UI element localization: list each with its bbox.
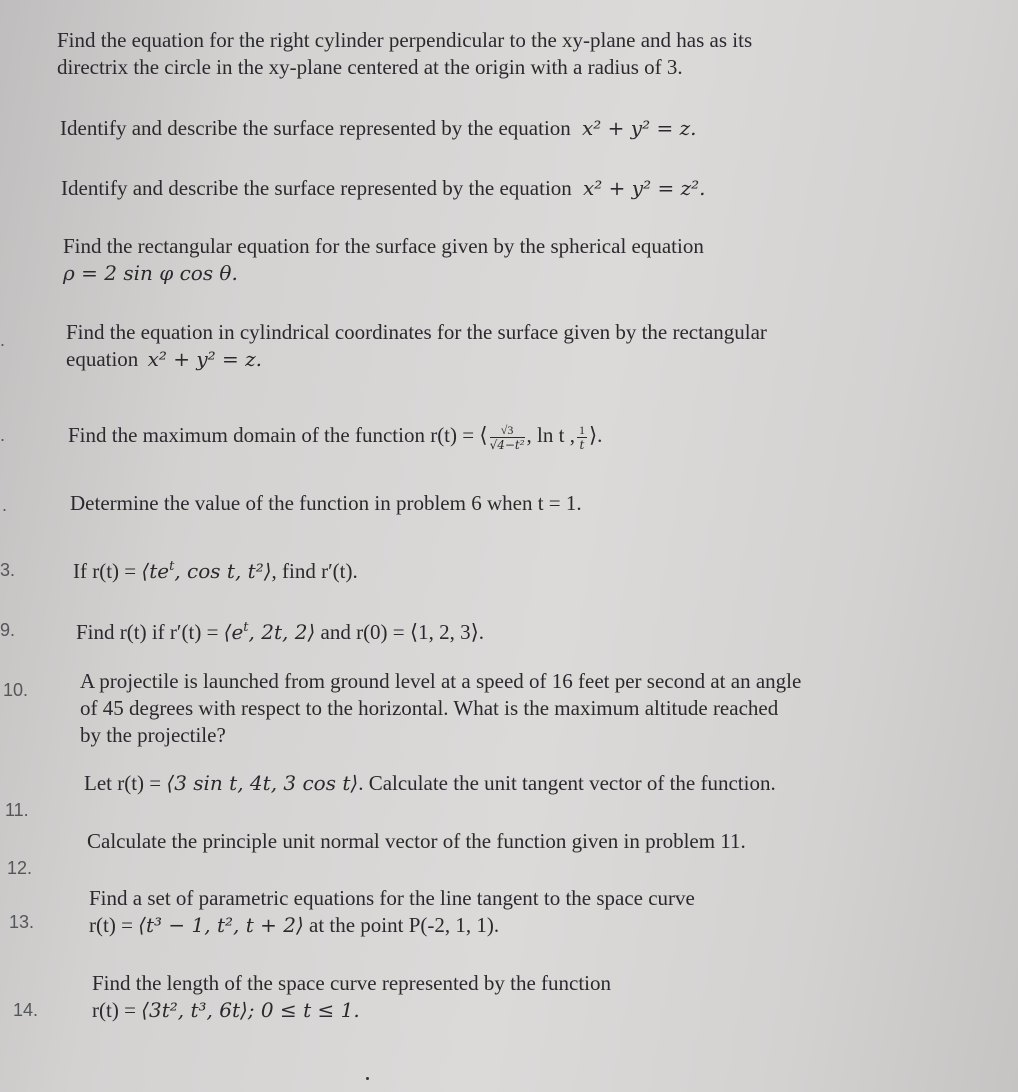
- question-14: [92, 970, 611, 1024]
- question-2-equation: x² + y² = z.: [582, 116, 697, 140]
- question-13: [89, 885, 695, 939]
- question-12: [87, 828, 746, 855]
- question-6-frac2-denominator: t: [579, 437, 585, 452]
- question-8-number: 3.: [0, 560, 16, 580]
- question-5-number: .: [0, 330, 6, 350]
- question-9-superscript: t: [243, 620, 249, 635]
- question-2-text: Identify and describe the surface represented by the equation: [60, 116, 571, 140]
- question-6-end: ⟩.: [588, 423, 603, 447]
- question-9-prefix: Find r(t) if r′(t) =: [76, 620, 224, 644]
- question-6-number: .: [0, 425, 6, 445]
- question-9: [76, 614, 484, 646]
- question-8-equation: ⟨te: [141, 559, 170, 583]
- question-13-line2-prefix: r(t) =: [89, 913, 139, 937]
- question-13-number: 13.: [9, 912, 35, 932]
- question-13-equation: ⟨t³ − 1, t², t + 2⟩: [138, 913, 304, 937]
- question-8-prefix: If r(t) =: [73, 559, 142, 583]
- question-1-line2: directrix the circle in the xy-plane centered at the origin with a radius of 3.: [57, 55, 683, 79]
- question-6-frac1-numerator: √3: [490, 424, 525, 438]
- question-11-equation: ⟨3 sin t, 4t, 3 cos t⟩: [166, 771, 359, 795]
- question-3-equation: x² + y² = z².: [583, 176, 706, 200]
- question-14-number: 14.: [13, 1000, 39, 1020]
- question-1-line1: Find the equation for the right cylinder perpendicular to the xy-plane and has as its: [57, 28, 753, 52]
- question-13-line1: Find a set of parametric equations for the line tangent to the space curve: [89, 886, 695, 910]
- question-8: [73, 553, 358, 585]
- question-5-line2-prefix: equation: [66, 347, 139, 371]
- question-5-equation: x² + y² = z.: [147, 347, 263, 371]
- question-10-number: 10.: [3, 680, 29, 700]
- question-14-line2-prefix: r(t) =: [92, 998, 142, 1022]
- question-4-equation: ρ = 2 sin φ cos θ.: [63, 261, 238, 285]
- question-10-line3: by the projectile?: [80, 723, 226, 747]
- question-7: [70, 490, 582, 517]
- question-14-equation: ⟨3t², t³, 6t⟩; 0 ≤ t ≤ 1.: [141, 998, 360, 1022]
- speck-mark: [366, 1077, 369, 1080]
- question-13-line2-suffix: at the point P(-2, 1, 1).: [303, 913, 500, 937]
- question-5-line1: Find the equation in cylindrical coordinates for the surface given by the rectangular: [66, 320, 767, 344]
- question-1: [57, 27, 752, 81]
- question-6-text: Find the maximum domain of the function r(t) = ⟨: [68, 423, 488, 447]
- question-7-number: .: [2, 495, 8, 515]
- question-11-suffix: . Calculate the unit tangent vector of the function.: [358, 771, 776, 795]
- question-12-number: 12.: [7, 858, 33, 878]
- question-6-mid: , ln t ,: [526, 423, 575, 447]
- question-4: [63, 233, 704, 287]
- question-3-text: Identify and describe the surface represented by the equation: [61, 176, 572, 200]
- question-6-fraction-2: [577, 424, 587, 451]
- question-3: [61, 175, 706, 202]
- question-11: [84, 770, 776, 797]
- question-8-suffix: , find r′(t).: [271, 559, 358, 583]
- question-9-suffix: and r(0) = ⟨1, 2, 3⟩.: [315, 620, 485, 644]
- question-9-equation-rest: , 2t, 2⟩: [248, 620, 316, 644]
- question-6: [68, 422, 602, 451]
- question-6-frac2-numerator: 1: [578, 422, 585, 437]
- question-10: [80, 668, 801, 749]
- question-8-superscript: t: [169, 559, 175, 574]
- question-8-equation-rest: , cos t, t²⟩: [174, 559, 272, 583]
- question-5: [66, 319, 767, 373]
- question-11-prefix: Let r(t) =: [84, 771, 167, 795]
- question-2: [60, 115, 696, 142]
- question-4-line1: Find the rectangular equation for the surface given by the spherical equation: [63, 234, 704, 258]
- question-12-text: Calculate the principle unit normal vector of the function given in problem 11.: [87, 829, 746, 853]
- question-7-text: Determine the value of the function in problem 6 when t = 1.: [70, 491, 582, 515]
- question-14-line1: Find the length of the space curve represented by the function: [92, 971, 611, 995]
- question-6-fraction-1: [490, 424, 525, 451]
- question-9-equation: ⟨e: [223, 620, 244, 644]
- question-11-number: 11.: [5, 800, 29, 820]
- question-10-line1: A projectile is launched from ground level at a speed of 16 feet per second at an angle: [80, 669, 802, 693]
- question-10-line2: of 45 degrees with respect to the horizontal. What is the maximum altitude reached: [80, 696, 779, 720]
- question-6-frac1-denominator: √4−t²: [489, 437, 525, 452]
- question-9-number: 9.: [0, 620, 16, 640]
